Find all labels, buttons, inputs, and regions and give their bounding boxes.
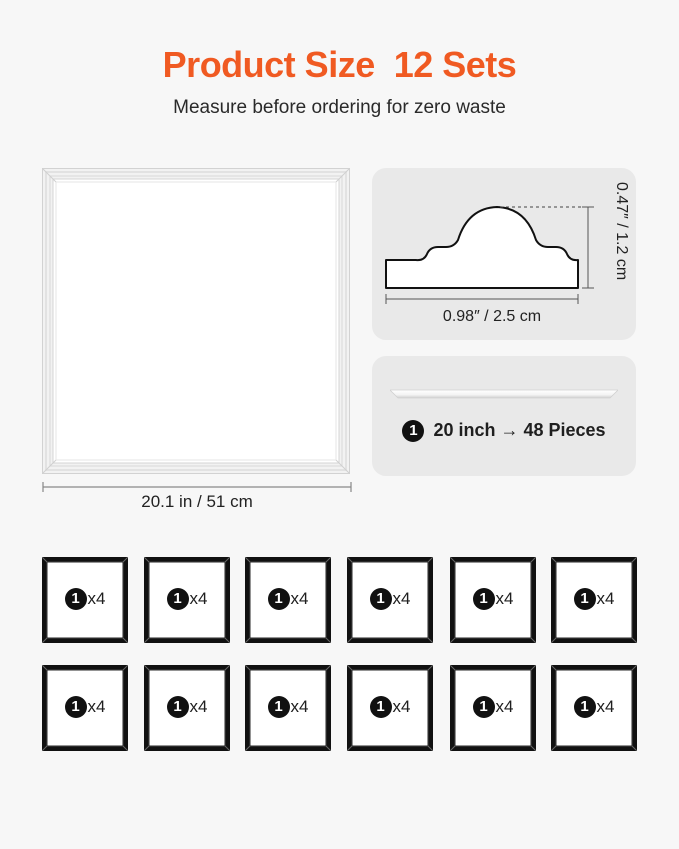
arrow-right-icon: → xyxy=(500,420,519,440)
frame-width-label: 20.1 in / 51 cm xyxy=(141,492,253,511)
profile-height-label: 0.47″ / 1.2 cm xyxy=(613,182,630,281)
set-tile xyxy=(245,665,331,751)
set-tile xyxy=(42,665,128,751)
molding-strip xyxy=(390,386,618,402)
set-tile xyxy=(144,665,230,751)
set-quantity xyxy=(347,588,433,610)
set-quantity xyxy=(551,696,637,718)
length-info xyxy=(372,420,636,442)
length-panel xyxy=(372,356,636,476)
set-tile xyxy=(347,557,433,643)
number-badge: 1 xyxy=(402,420,424,442)
set-quantity xyxy=(551,588,637,610)
number-badge: 1 xyxy=(268,696,290,718)
number-badge: 1 xyxy=(167,696,189,718)
set-count: x4 xyxy=(189,589,208,608)
set-quantity xyxy=(245,588,331,610)
set-count: x4 xyxy=(189,697,208,716)
set-quantity xyxy=(245,696,331,718)
set-tile xyxy=(347,665,433,751)
number-badge: 1 xyxy=(167,588,189,610)
profile-panel xyxy=(372,168,636,340)
set-count: x4 xyxy=(87,697,106,716)
number-badge: 1 xyxy=(65,588,87,610)
set-quantity xyxy=(144,696,230,718)
page-title: Product Size 12 Sets xyxy=(162,44,517,85)
set-quantity xyxy=(450,588,536,610)
set-tile xyxy=(144,557,230,643)
set-count: x4 xyxy=(392,589,411,608)
set-count: x4 xyxy=(290,697,309,716)
number-badge: 1 xyxy=(574,588,596,610)
set-tile xyxy=(551,557,637,643)
set-count: x4 xyxy=(495,589,514,608)
set-quantity xyxy=(42,696,128,718)
set-count: x4 xyxy=(392,697,411,716)
sets-grid xyxy=(42,557,638,753)
set-count: x4 xyxy=(495,697,514,716)
set-tile xyxy=(551,665,637,751)
set-tile xyxy=(245,557,331,643)
set-tile xyxy=(42,557,128,643)
number-badge: 1 xyxy=(473,696,495,718)
set-quantity xyxy=(450,696,536,718)
frame-illustration xyxy=(42,168,350,474)
pieces-count: 48 Pieces xyxy=(523,420,606,440)
number-badge: 1 xyxy=(473,588,495,610)
number-badge: 1 xyxy=(370,588,392,610)
set-count: x4 xyxy=(87,589,106,608)
set-tile xyxy=(450,665,536,751)
number-badge: 1 xyxy=(370,696,392,718)
profile-width-label: 0.98″ / 2.5 cm xyxy=(442,308,542,325)
number-badge: 1 xyxy=(574,696,596,718)
set-quantity xyxy=(144,588,230,610)
number-badge: 1 xyxy=(65,696,87,718)
page-subtitle: Measure before ordering for zero waste xyxy=(173,97,506,118)
set-tile xyxy=(450,557,536,643)
set-quantity xyxy=(347,696,433,718)
set-quantity xyxy=(42,588,128,610)
set-count: x4 xyxy=(596,697,615,716)
set-count: x4 xyxy=(596,589,615,608)
length-value: 20 inch xyxy=(433,420,496,440)
set-count: x4 xyxy=(290,589,309,608)
number-badge: 1 xyxy=(268,588,290,610)
